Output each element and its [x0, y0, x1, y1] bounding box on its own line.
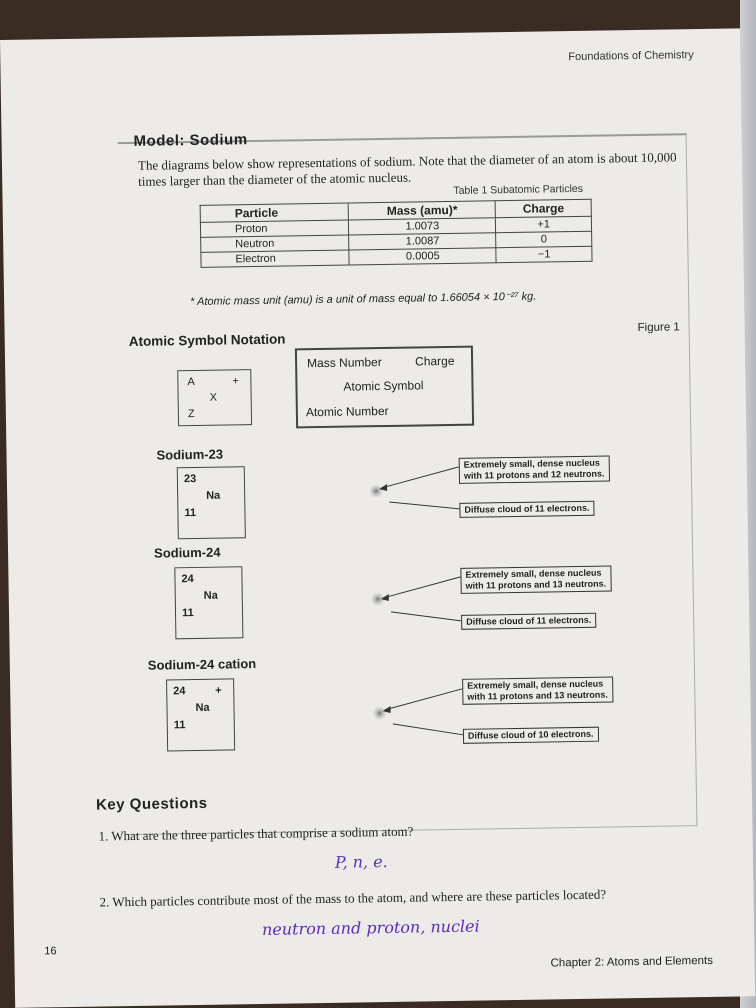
- subatomic-table: [200, 199, 593, 268]
- particle-cell: Electron: [201, 250, 350, 267]
- legend-mass: Mass Number: [307, 355, 382, 371]
- mass-cell: 1.0087: [349, 233, 496, 250]
- callout-lines: [367, 453, 468, 520]
- particle-cell: Proton: [200, 220, 349, 237]
- cloud-callout: Diffuse cloud of 10 electrons.: [463, 727, 599, 744]
- isotope-symbol-box: [174, 566, 243, 639]
- isotope-mass: 23: [183, 472, 197, 486]
- page-number: 16: [44, 945, 57, 958]
- isotope-name: Sodium-24: [153, 544, 221, 561]
- nucleus-callout: [462, 676, 613, 704]
- isotope-number: 11: [184, 506, 197, 520]
- notation-mass: A: [187, 375, 195, 389]
- nucleus-callout: [459, 455, 610, 483]
- handwritten-answer-2: neutron and proton, nuclei: [261, 916, 480, 939]
- mass-cell: 1.0073: [349, 218, 496, 235]
- legend-number: Atomic Number: [305, 403, 389, 420]
- cloud-callout: Diffuse cloud of 11 electrons.: [459, 501, 594, 518]
- key-questions-title: Key Questions: [95, 794, 208, 814]
- callout-lines: [370, 675, 471, 742]
- worksheet-page: [0, 28, 755, 1008]
- figure-label: Figure 1: [637, 321, 680, 335]
- table-caption: Table 1 Subatomic Particles: [453, 182, 584, 197]
- notation-charge: +: [232, 375, 239, 388]
- charge-cell: 0: [496, 231, 592, 247]
- isotope-number: 11: [181, 607, 194, 620]
- legend-symbol: Atomic Symbol: [343, 378, 424, 394]
- notation-symbol: X: [209, 391, 218, 404]
- nucleus-text-2: with 11 protons and 12 neutrons.: [463, 468, 605, 481]
- header-particle: Particle: [200, 203, 349, 222]
- particle-cell: Neutron: [201, 235, 350, 252]
- running-header: Foundations of Chemistry: [568, 49, 694, 64]
- isotope-name: Sodium-24 cation: [147, 656, 257, 673]
- isotope-symbol: Na: [195, 701, 210, 715]
- header-mass: Mass (amu)*: [348, 201, 495, 220]
- notation-number: Z: [187, 407, 195, 421]
- chapter-footer: Chapter 2: Atoms and Elements: [550, 954, 714, 970]
- isotope-name: Sodium-23: [156, 446, 224, 463]
- mass-cell: 0.0005: [349, 248, 496, 265]
- nucleus-text-1: Extremely small, dense nucleus: [465, 567, 602, 580]
- intro-text: The diagrams below show representations of sodium. Note that the diameter of an atom is about 10,000 times larger than the diameter of the atomic nucleus.: [137, 149, 677, 189]
- isotope-symbol-box: [166, 678, 235, 751]
- isotope-symbol-box: [177, 466, 246, 539]
- question-1: 1. What are the three particles that comprise a sodium atom?: [98, 823, 414, 844]
- isotope-mass: 24: [181, 573, 194, 586]
- question-2: 2. Which particles contribute most of the mass to the atom, and where are these particles located?: [99, 886, 607, 910]
- nucleus-text-2: with 11 protons and 13 neutrons.: [467, 689, 608, 702]
- isotope-symbol: Na: [203, 589, 218, 602]
- charge-cell: +1: [496, 216, 592, 232]
- amu-footnote: * Atomic mass unit (amu) is a unit of mass equal to 1.66054 × 10⁻²⁷ kg.: [190, 290, 537, 309]
- callout-lines: [368, 563, 469, 630]
- nucleus-text-2: with 11 protons and 13 neutrons.: [465, 578, 607, 591]
- nucleus-text-1: Extremely small, dense nucleus: [467, 678, 604, 691]
- isotope-mass: 24: [173, 685, 186, 698]
- notation-title: Atomic Symbol Notation: [128, 331, 286, 350]
- isotope-number: 11: [173, 719, 186, 732]
- nucleus-callout: [460, 565, 611, 593]
- isotope-symbol: Na: [206, 489, 221, 502]
- cloud-callout: Diffuse cloud of 11 electrons.: [461, 613, 596, 630]
- header-charge: Charge: [496, 199, 592, 217]
- handwritten-answer-1: P, n, e.: [334, 852, 388, 872]
- model-title: Model: Sodium: [133, 131, 248, 150]
- charge-cell: −1: [496, 246, 592, 262]
- isotope-charge: +: [215, 684, 222, 697]
- notation-box: [177, 369, 252, 426]
- notation-legend: [295, 346, 474, 429]
- legend-charge: Charge: [414, 353, 455, 369]
- nucleus-text-1: Extremely small, dense nucleus: [463, 457, 600, 470]
